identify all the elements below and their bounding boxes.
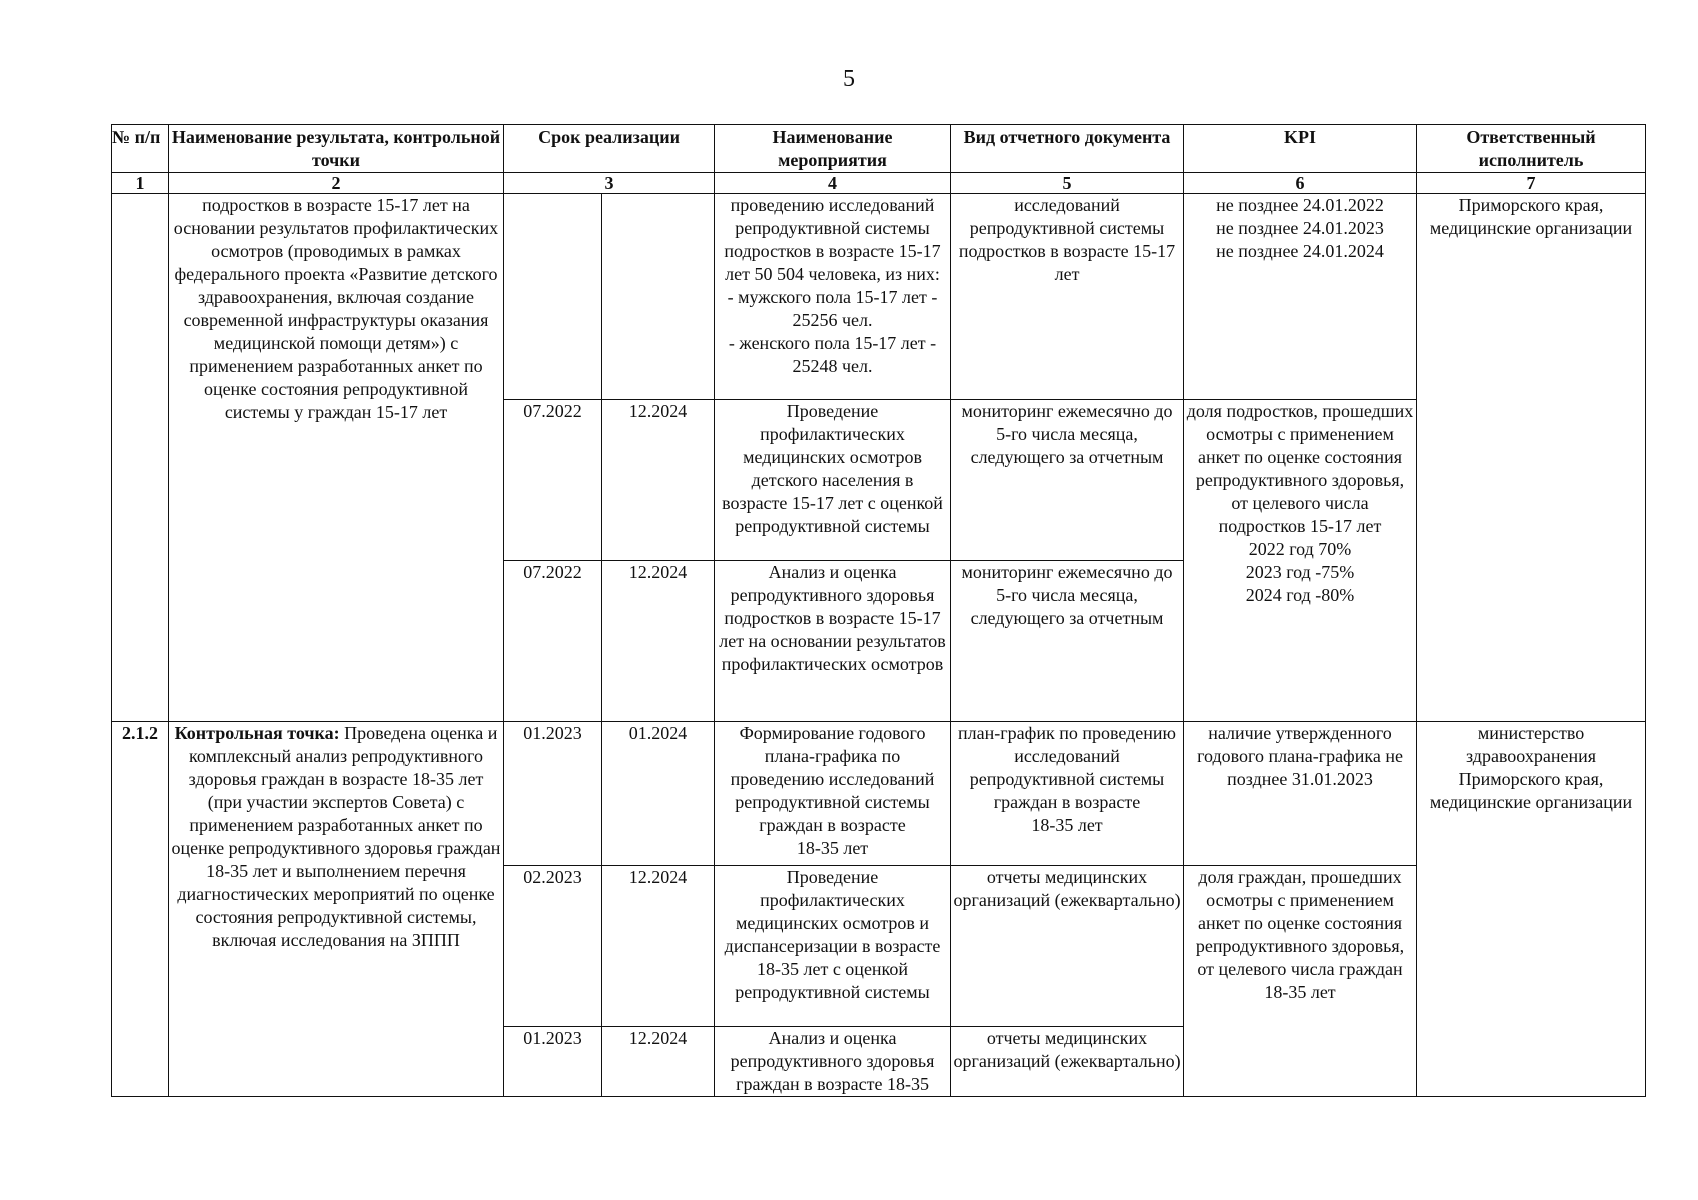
doc-cell: отчеты медицинских организаций (ежеквартально) — [951, 866, 1184, 1027]
event-cell: Формирование годового плана-графика по проведению исследований репродуктивной системы граждан в возрасте 18-35 лет — [715, 722, 951, 866]
doc-cell: мониторинг ежемесячно до 5-го числа месяца, следующего за отчетным — [951, 400, 1184, 561]
event-cell: Анализ и оценка репродуктивного здоровья граждан в возрасте 18-35 — [715, 1027, 951, 1097]
col-number: 6 — [1184, 173, 1417, 194]
event-cell: проведению исследований репродуктивной системы подростков в возрасте 15-17 лет 50 504 человека, из них: - мужского пола 15-17 лет - 25256 чел. - женского пола 15-17 лет - 25248 чел. — [715, 194, 951, 400]
result-cell: подростков в возрасте 15-17 лет на основании результатов профилактических осмотров (проводимых в рамках федерального проекта «Развитие детского здравоохранения, включая создание современной инфраструктуры оказания медицинской помощи детям») с применением разработанных анкет по оценке состояния репродуктивной системы у граждан 15-17 лет — [169, 194, 504, 722]
row-number — [112, 194, 169, 722]
column-number-row — [112, 173, 1646, 194]
doc-cell: исследований репродуктивной системы подростков в возрасте 15-17 лет — [951, 194, 1184, 400]
control-point-label: Контрольная точка: — [174, 723, 340, 743]
start-date: 01.2023 — [504, 722, 602, 866]
header-responsible: Ответственный исполнитель — [1417, 125, 1646, 173]
event-cell: Проведение профилактических медицинских осмотров детского населения в возрасте 15-17 лет с оценкой репродуктивной системы — [715, 400, 951, 561]
header-term: Срок реализации — [504, 125, 715, 173]
end-date: 12.2024 — [602, 1027, 715, 1097]
kpi-cell: доля подростков, прошедших осмотры с применением анкет по оценке состояния репродуктивного здоровья, от целевого числа подростков 15-17 лет 2022 год 70% 2023 год -75% 2024 год -80% — [1184, 400, 1417, 722]
end-date: 12.2024 — [602, 866, 715, 1027]
responsible-cell: Приморского края, медицинские организации — [1417, 194, 1646, 722]
doc-cell: мониторинг ежемесячно до 5-го числа месяца, следующего за отчетным — [951, 561, 1184, 722]
plan-table — [111, 124, 1646, 1097]
end-date: 12.2024 — [602, 561, 715, 722]
doc-cell: план-график по проведению исследований репродуктивной системы граждан в возрасте 18-35 лет — [951, 722, 1184, 866]
col-number: 2 — [169, 173, 504, 194]
start-date: 07.2022 — [504, 561, 602, 722]
doc-cell: отчеты медицинских организаций (ежеквартально) — [951, 1027, 1184, 1097]
event-cell: Проведение профилактических медицинских осмотров и диспансеризации в возрасте 18-35 лет с оценкой репродуктивной системы — [715, 866, 951, 1027]
col-number: 4 — [715, 173, 951, 194]
start-date: 07.2022 — [504, 400, 602, 561]
kpi-cell: не позднее 24.01.2022 не позднее 24.01.2023 не позднее 24.01.2024 — [1184, 194, 1417, 400]
table-row — [112, 194, 1646, 400]
col-number: 7 — [1417, 173, 1646, 194]
control-point-text: Проведена оценка и комплексный анализ репродуктивного здоровья граждан в возрасте 18-35 лет (при участии экспертов Совета) с применением разработанных анкет по оценке репродуктивного здоровья граждан 18-35 лет и выполнением перечня диагностических мероприятий по оценке состояния репродуктивной системы, включая исследования на ЗППП — [171, 723, 501, 950]
end-date — [602, 194, 715, 400]
table-row — [112, 722, 1646, 866]
end-date: 01.2024 — [602, 722, 715, 866]
col-number: 3 — [504, 173, 715, 194]
start-date: 02.2023 — [504, 866, 602, 1027]
header-row — [112, 125, 1646, 173]
header-event: Наименование мероприятия — [715, 125, 951, 173]
kpi-cell: доля граждан, прошедших осмотры с применением анкет по оценке состояния репродуктивного здоровья, от целевого числа граждан 18-35 лет — [1184, 866, 1417, 1097]
header-kpi: KPI — [1184, 125, 1417, 173]
row-number: 2.1.2 — [112, 722, 169, 1097]
end-date: 12.2024 — [602, 400, 715, 561]
page-number: 5 — [843, 66, 855, 92]
start-date: 01.2023 — [504, 1027, 602, 1097]
header-no: № п/п — [112, 125, 169, 173]
col-number: 5 — [951, 173, 1184, 194]
responsible-cell: министерство здравоохранения Приморского края, медицинские организации — [1417, 722, 1646, 1097]
header-doc: Вид отчетного документа — [951, 125, 1184, 173]
event-cell: Анализ и оценка репродуктивного здоровья подростков в возрасте 15-17 лет на основании результатов профилактических осмотров — [715, 561, 951, 722]
header-result: Наименование результата, контрольной точки — [169, 125, 504, 173]
col-number: 1 — [112, 173, 169, 194]
start-date — [504, 194, 602, 400]
kpi-cell: наличие утвержденного годового плана-графика не позднее 31.01.2023 — [1184, 722, 1417, 866]
result-cell — [169, 722, 504, 1097]
